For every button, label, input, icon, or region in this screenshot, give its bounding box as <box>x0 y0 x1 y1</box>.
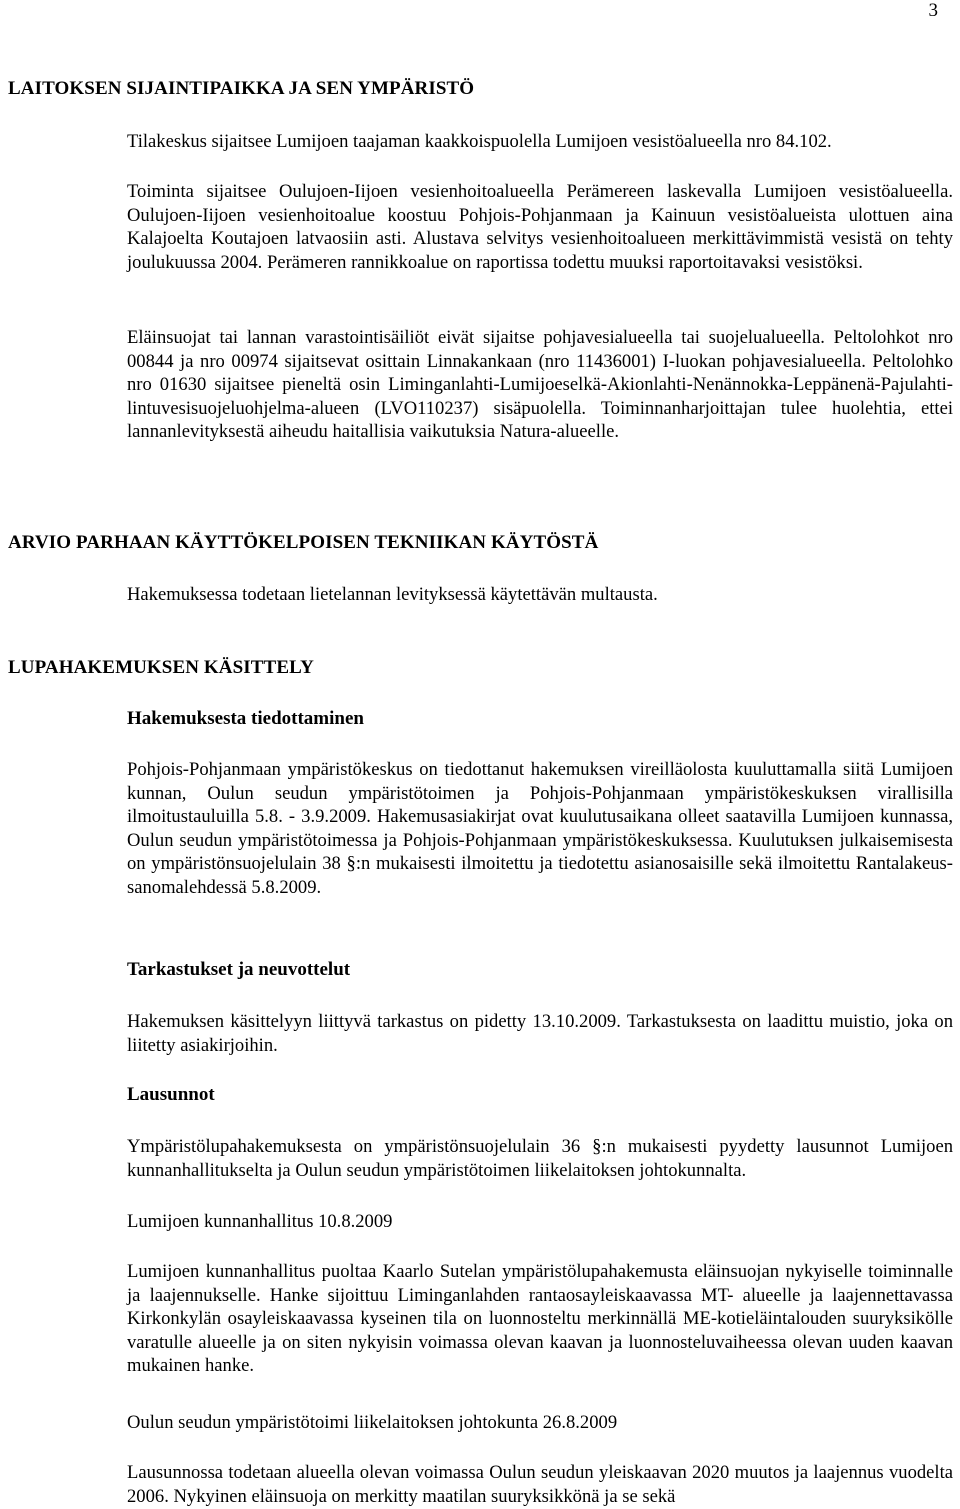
paragraph-notification: Pohjois-Pohjanmaan ympäristökeskus on tiedottanut hakemuksen vireilläolosta kuuluttamalla siitä Lumijoen kunnan, Oulun seudun ympäristötoimen ja Pohjois-Pohjanmaan ympäristökeskuksen virallisilla ilmoitustauluilla 5.8. - 3.9.2009. Hakemusasiakirjat ovat kuulutusaikana olleet saatavilla Lumijoen kunnassa, Oulun seudun ympäristötoimessa ja Pohjois-Pohjanmaan ympäristökeskuksessa. Kuulutuksen julkaisemisesta on ympäristönsuojelulain 38 §:n mukaisesti ilmoitettu ja tiedotettu asianosaisille sekä ilmoitettu Rantalakeussanomalehdessä 5.8.2009. <box>127 759 953 898</box>
subheading-inspections: Tarkastukset ja neuvottelut <box>127 959 351 980</box>
paragraph-inspections: Hakemuksen käsittelyyn liittyvä tarkastus on pidetty 13.10.2009. Tarkastuksesta on laadittu muistio, joka on liitetty asiakirjoihin. <box>127 1011 953 1056</box>
paragraph-municipal-board-date: Lumijoen kunnanhallitus 10.8.2009 <box>127 1211 393 1232</box>
paragraph-bat: Hakemuksessa todetaan lietelannan levityksessä käytettävän multausta. <box>127 584 658 605</box>
paragraph-location: Tilakeskus sijaitsee Lumijoen taajaman kaakkoispuolella Lumijoen vesistöalueella nro 84.102. <box>127 131 832 152</box>
subheading-notification: Hakemuksesta tiedottaminen <box>127 708 364 729</box>
paragraph-environment-board-date: Oulun seudun ympäristötoimi liikelaitoksen johtokunta 26.8.2009 <box>127 1412 618 1433</box>
subheading-statements: Lausunnot <box>127 1084 215 1105</box>
paragraph-statements: Ympäristölupahakemuksesta on ympäristönsuojelulain 36 §:n mukaisesti pyydetty lausunnot Lumijoen kunnanhallitukselta ja Oulun seudun ympäristötoimen liikelaitoksen johtokunnalta. <box>127 1136 953 1181</box>
paragraph-water-management: Toiminta sijaitsee Oulujoen-Iijoen vesienhoitoalueella Perämereen laskevalla Lumijoen vesistöalueella. Oulujoen-Iijoen vesienhoitoalue koostuu Pohjois-Pohjanmaan ja Kainuun vesistöalueista ulottuen aina Kalajoelta Koutajoen latvaosiin asti. Alustava selvitys vesienhoitoalueen merkittävimmistä vesistä on tehty joulukuussa 2004. Perämeren rannikkoalue on raportissa todettu muuksi raportoitavaksi vesistöksi. <box>127 181 953 273</box>
section-heading-processing: LUPAHAKEMUKSEN KÄSITTELY <box>8 657 314 678</box>
paragraph-environment-board-statement: Lausunnossa todetaan alueella olevan voimassa Oulun seudun yleiskaavan 2020 muutos ja laajennus vuodelta 2006. Nykyinen eläinsuoja on merkitty maatilan suuryksikkönä ja se sekä <box>127 1462 953 1507</box>
paragraph-groundwater: Eläinsuojat tai lannan varastointisäiliöt eivät sijaitse pohjavesialueella tai suojelualueella. Peltolohkot nro 00844 ja nro 00974 sijaitsevat osittain Linnakankaan (nro 11436001) I-luokan pohjavesialueella. Peltolohko nro 01630 sijaitsee pieneltä osin Liminganlahti-Lumijoeselkä-Akionlahti-Nenännokka-Leppänenä-Pajulahti-lintuvesisuojeluohjelma-alueen (LVO110237) sisäpuolella. Toiminnanharjoittajan tulee huolehtia, ettei lannanlevityksestä aiheudu haitallisia vaikutuksia Natura-alueelle. <box>127 327 953 443</box>
section-heading-location: LAITOKSEN SIJAINTIPAIKKA JA SEN YMPÄRISTÖ <box>8 78 475 99</box>
section-heading-bat: ARVIO PARHAAN KÄYTTÖKELPOISEN TEKNIIKAN KÄYTÖSTÄ <box>8 532 599 553</box>
paragraph-municipal-board-statement: Lumijoen kunnanhallitus puoltaa Kaarlo Sutelan ympäristölupahakemusta eläinsuojan nykyiselle toiminnalle ja laajennukselle. Hanke sijoittuu Liminganlahden rantaosayleiskaavassa MT- alueelle ja laajennettavassa Kirkonkylän osayleiskaavassa kyseinen tila on luonnosteltu merkinnällä ME-kotieläintalouden suuryksikölle varatulle alueelle ja on siten nykyisin voimassa olevan kaavan ja luonnosteluvaiheessa olevan uuden kaavan mukainen hanke. <box>127 1261 953 1377</box>
page-number: 3 <box>928 0 938 21</box>
